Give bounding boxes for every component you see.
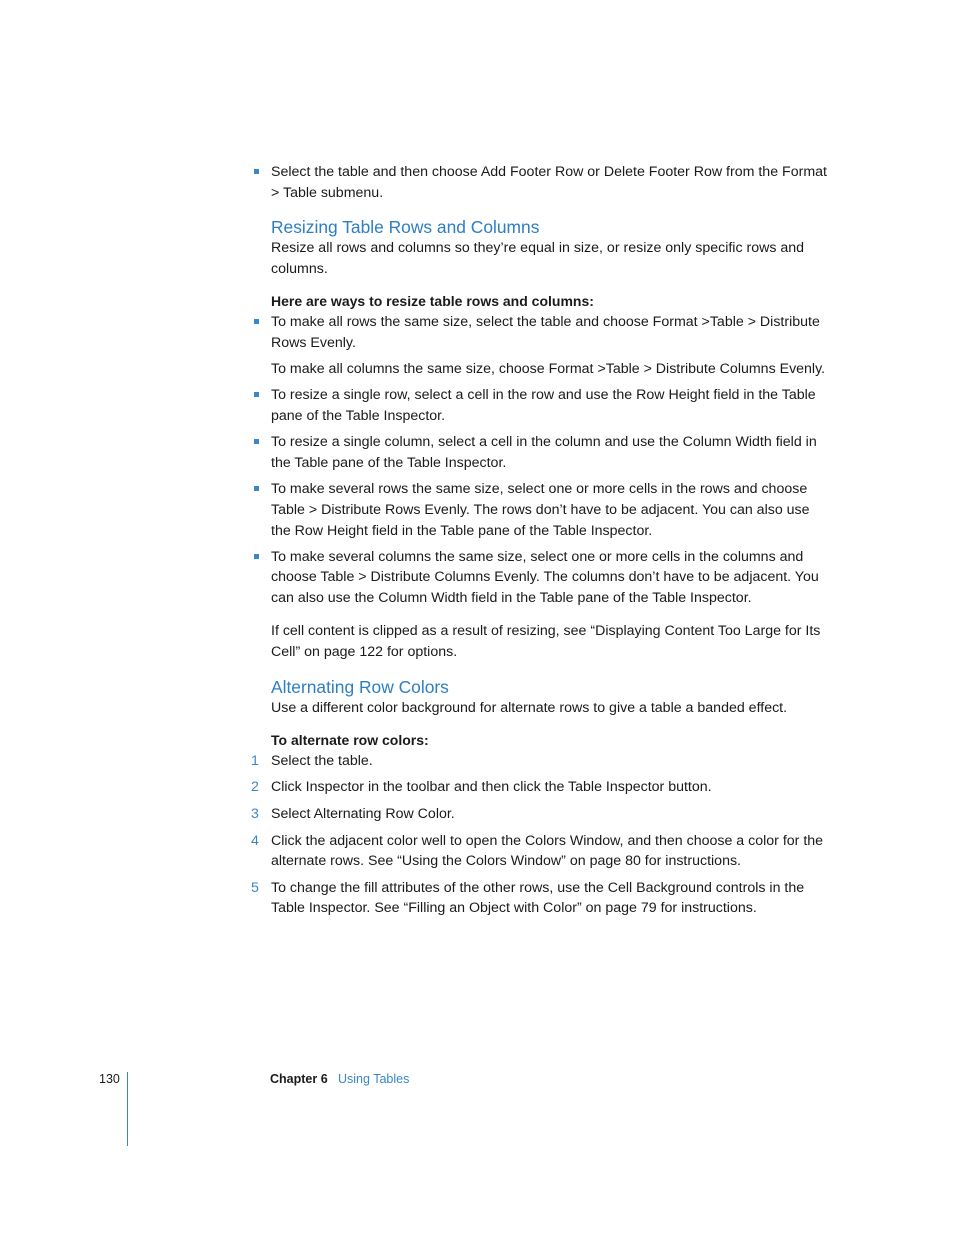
list-item-text: To make all rows the same size, select the table and choose Format >Table > Distribute Rows Evenly. [271, 313, 820, 351]
list-item [271, 385, 831, 426]
list-item-text: To make several rows the same size, select one or more cells in the rows and choose Table > Distribute Rows Evenly. The rows don’t have to be adjacent. You can also use the Row Height field in the Table pane of the Table Inspector. [271, 481, 810, 539]
step-number: 4 [251, 832, 259, 849]
list-item-text: To resize a single row, select a cell in the row and use the Row Height field in the Table pane of the Table Inspector. [271, 387, 816, 424]
list-item-text: To resize a single column, select a cell in the column and use the Column Width field in the Table pane of the Table Inspector. [271, 434, 817, 471]
list-item [271, 432, 831, 473]
step-item [251, 878, 831, 919]
bullet-icon [254, 392, 259, 397]
step-text: Click Inspector in the toolbar and then click the Table Inspector button. [271, 779, 712, 796]
step-item [251, 777, 831, 798]
list-item-text: Select the table and then choose Add Footer Row or Delete Footer Row from the Format > Table submenu. [271, 164, 827, 201]
step-item [251, 831, 831, 872]
list-item [271, 547, 831, 609]
section-intro: Use a different color background for alternate rows to give a table a banded effect. [271, 699, 788, 716]
step-item [251, 751, 831, 772]
list-item-followup: To make all columns the same size, choose Format >Table > Distribute Columns Evenly. [271, 360, 826, 377]
page-content [251, 162, 831, 925]
footer-divider [127, 1072, 128, 1146]
step-number: 3 [251, 806, 259, 823]
bullet-icon [254, 439, 259, 444]
section-closing-note: If cell content is clipped as a result of resizing, see “Displaying Content Too Large for Its Cell” on page 122 for options. [271, 623, 821, 661]
section-heading-resizing: Resizing Table Rows and Columns [271, 217, 540, 238]
bullet-icon [254, 486, 259, 491]
task-lead-in: To alternate row colors: [271, 732, 429, 749]
page-number: 130 [99, 1072, 120, 1086]
section-heading-alternating: Alternating Row Colors [271, 676, 449, 697]
section-intro: Resize all rows and columns so they’re equal in size, or resize only specific rows and columns. [271, 240, 805, 277]
step-text: Select Alternating Row Color. [271, 806, 455, 823]
list-item-text: To make several columns the same size, select one or more cells in the columns and choose Table > Distribute Columns Evenly. The columns don’t have to be adjacent. You can also use the Column Width field in the Table pane of the Table Inspector. [271, 548, 819, 607]
list-item [271, 479, 831, 541]
step-text: To change the fill attributes of the other rows, use the Cell Background controls in the Table Inspector. See “Filling an Object with Color” on page 79 for instructions. [271, 879, 805, 917]
footer-chapter-label: Chapter 6 [270, 1072, 328, 1086]
step-text: Select the table. [271, 752, 373, 769]
list-item [271, 162, 831, 203]
step-number: 2 [251, 779, 259, 796]
step-number: 5 [251, 879, 259, 896]
list-lead-in: Here are ways to resize table rows and columns: [271, 293, 594, 310]
step-item [251, 804, 831, 825]
footer-chapter-title: Using Tables [338, 1072, 410, 1086]
step-text: Click the adjacent color well to open the Colors Window, and then choose a color for the alternate rows. See “Using the Colors Window” on page 80 for instructions. [271, 832, 824, 870]
bullet-icon [254, 169, 259, 174]
list-item [271, 312, 831, 353]
step-number: 1 [251, 752, 259, 769]
bullet-icon [254, 554, 259, 559]
bullet-icon [254, 319, 259, 324]
